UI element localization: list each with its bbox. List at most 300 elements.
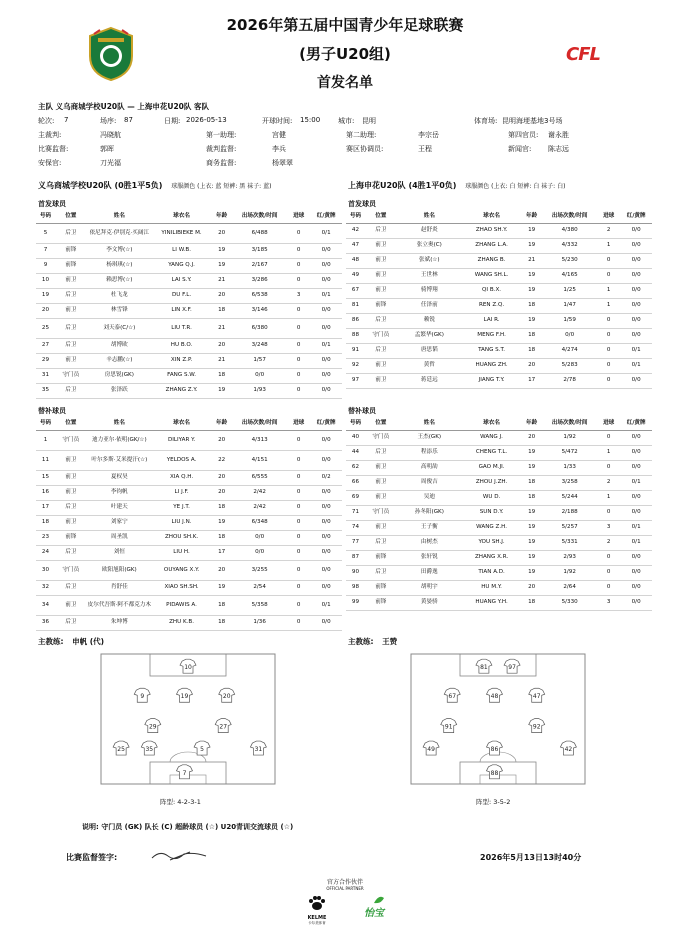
player-shirt	[134, 688, 150, 702]
cell-cards: 0/0	[620, 238, 652, 253]
cell-cards: 0/0	[310, 273, 342, 288]
shirt-number: 19	[180, 693, 189, 701]
cell-position: 前卫	[365, 460, 397, 475]
cell-age: 19	[211, 515, 232, 530]
leaf-icon	[373, 896, 385, 904]
cell-age: 20	[521, 580, 542, 595]
round-value: 7	[64, 116, 69, 124]
table-header-row	[36, 418, 342, 430]
cell-apps: 4/332	[542, 238, 597, 253]
cfa-crest-icon	[86, 26, 136, 82]
shirt-number: 91	[444, 723, 453, 731]
cell-age: 19	[521, 505, 542, 520]
cell-goals: 0	[287, 258, 310, 273]
cell-shirt-name: GAO M.JI.	[462, 460, 521, 475]
column-header-cards: 红/黄牌	[310, 211, 342, 223]
city-value: 昆明	[362, 117, 376, 125]
security-label: 安保官:	[38, 159, 62, 167]
column-header-name: 姓名	[87, 211, 152, 223]
cell-shirt-name: TIAN A.D.	[462, 565, 521, 580]
cell-apps: 1/47	[542, 298, 597, 313]
cell-name: 胡博欧	[87, 338, 152, 353]
cell-number: 11	[36, 450, 55, 470]
player-shirt	[176, 765, 192, 779]
cell-cards: 0/1	[620, 535, 652, 550]
cell-shirt-name: ZHOU J.ZH.	[462, 475, 521, 490]
cell-name: 唐思韬	[397, 343, 462, 358]
meta-row-4	[38, 158, 658, 170]
cell-age: 20	[521, 358, 542, 373]
column-header-shirt-name: 球衣名	[152, 211, 211, 223]
cell-age: 20	[211, 288, 232, 303]
cell-name: 王世林	[397, 268, 462, 283]
cell-shirt-name: ZHANG X.R.	[462, 550, 521, 565]
cell-number: 35	[36, 383, 55, 398]
cell-number: 71	[346, 505, 365, 520]
ar2-value: 李宗岳	[418, 131, 439, 139]
cell-shirt-name: CHENG T.L.	[462, 445, 521, 460]
signature-datetime: 2026年5月13日13时40分	[480, 853, 582, 862]
cell-apps: 1/92	[542, 565, 597, 580]
cell-number: 29	[36, 353, 55, 368]
cell-age: 18	[211, 500, 232, 515]
cell-apps: 0/0	[232, 530, 287, 545]
player-shirt	[504, 659, 520, 673]
cell-shirt-name: PIDAWIS A.	[152, 595, 211, 615]
shirt-number: 42	[564, 746, 573, 754]
table-row	[346, 475, 652, 490]
cell-goals: 0	[597, 343, 620, 358]
cell-name: 程添乐	[397, 445, 462, 460]
cell-number: 5	[36, 223, 55, 243]
cell-age: 19	[521, 223, 542, 238]
pitch-top-box	[460, 654, 536, 676]
cell-goals: 0	[597, 358, 620, 373]
cell-name: 黄哲	[397, 358, 462, 373]
column-header-number: 号码	[346, 211, 365, 223]
cell-number: 30	[36, 560, 55, 580]
cell-age: 18	[521, 328, 542, 343]
cell-number: 32	[36, 580, 55, 595]
table-row	[36, 470, 342, 485]
cell-position: 守门员	[55, 430, 87, 450]
cell-shirt-name: HUANG ZH.	[462, 358, 521, 373]
cell-shirt-name: ZHANG B.	[462, 253, 521, 268]
shirt-number: 31	[254, 746, 263, 754]
cell-age: 19	[521, 313, 542, 328]
cell-name: 张轩锐	[397, 550, 462, 565]
cell-cards: 0/0	[310, 258, 342, 273]
cell-position: 后卫	[55, 318, 87, 338]
table-row	[346, 268, 652, 283]
column-header-number: 号码	[36, 418, 55, 430]
away-subs-table	[346, 418, 652, 611]
cell-name: 李文博(☆)	[87, 243, 152, 258]
column-header-apps: 出场次数/时间	[542, 418, 597, 430]
cell-apps: 0/0	[232, 545, 287, 560]
away-formation: 阵型: 3-5-2	[476, 798, 511, 806]
match-supervisor-value: 郭晖	[100, 145, 114, 153]
cell-apps: 2/42	[232, 500, 287, 515]
cell-cards: 0/0	[310, 430, 342, 450]
kickoff-value: 15:00	[300, 116, 321, 124]
table-row	[346, 535, 652, 550]
cell-cards: 0/0	[620, 445, 652, 460]
press-value: 陈志远	[548, 145, 569, 153]
column-header-goals: 进球	[597, 211, 620, 223]
home-coach-name: 申帆 (代)	[72, 637, 105, 646]
partner-title-en: OFFICIAL PARTNER	[326, 886, 364, 891]
cell-goals: 0	[597, 328, 620, 343]
column-header-name: 姓名	[397, 211, 462, 223]
shirt-number: 29	[148, 723, 157, 731]
cell-position: 后卫	[365, 223, 397, 238]
cell-number: 19	[36, 288, 55, 303]
press-label: 新闻官:	[508, 145, 532, 153]
cell-goals: 1	[597, 283, 620, 298]
partner-title-cn: 官方合作伙伴	[326, 879, 363, 886]
cell-shirt-name: HU B.O.	[152, 338, 211, 353]
table-row	[36, 545, 342, 560]
home-formation: 阵型: 4-2-3-1	[160, 798, 201, 806]
table-row	[36, 515, 342, 530]
cell-goals: 1	[597, 238, 620, 253]
shirt-number: 25	[117, 746, 125, 754]
table-row	[36, 485, 342, 500]
table-row	[346, 358, 652, 373]
table-row	[346, 460, 652, 475]
legend-note: 说明: 守门员 (GK) 队长 (C) 超龄球员 (☆) U20青训交流球员 (☆)	[82, 823, 294, 831]
cell-shirt-name: YINILIBIEKE M.	[152, 223, 211, 243]
cell-cards: 0/1	[620, 343, 652, 358]
player-shirt	[444, 688, 460, 702]
player-shirt	[423, 741, 439, 755]
cell-cards: 0/0	[310, 383, 342, 398]
partner-title	[295, 877, 395, 891]
column-header-shirt-name: 球衣名	[152, 418, 211, 430]
cell-cards: 0/0	[620, 268, 652, 283]
table-header-row	[346, 211, 652, 223]
cell-apps: 6/380	[232, 318, 287, 338]
cell-apps: 4/380	[542, 223, 597, 238]
player-shirt	[486, 688, 502, 702]
ar1-label: 第一助理:	[206, 131, 237, 139]
away-subs-label: 替补球员	[348, 407, 376, 415]
cell-cards: 0/0	[620, 505, 652, 520]
cell-shirt-name: ZHOU SH.K.	[152, 530, 211, 545]
cell-number: 24	[36, 545, 55, 560]
cell-cards: 0/0	[310, 450, 342, 470]
cell-position: 前卫	[365, 358, 397, 373]
cell-cards: 0/1	[620, 358, 652, 373]
shirt-number: 10	[184, 664, 192, 672]
meta-row-3	[38, 144, 658, 156]
player-shirt	[141, 741, 157, 755]
cell-age: 19	[521, 238, 542, 253]
kelme-sub-text: 卡尔美体育	[308, 921, 326, 925]
cell-apps: 5/330	[542, 595, 597, 610]
cell-apps: 1/59	[542, 313, 597, 328]
cell-shirt-name: ZHANG Z.Y.	[152, 383, 211, 398]
shirt-number: 97	[508, 664, 516, 672]
shirt-number: 88	[490, 769, 499, 777]
table-row	[36, 243, 342, 258]
cell-position: 前锋	[55, 243, 87, 258]
table-row	[36, 353, 342, 368]
cell-age: 18	[211, 595, 232, 615]
cell-number: 42	[346, 223, 365, 238]
ref-supervisor-label: 裁判监督:	[206, 145, 237, 153]
cell-number: 77	[346, 535, 365, 550]
cell-apps: 4/165	[542, 268, 597, 283]
cell-position: 守门员	[55, 560, 87, 580]
cell-age: 19	[211, 383, 232, 398]
pitch-outline	[411, 654, 585, 784]
round-label: 轮次:	[38, 117, 55, 125]
column-header-cards: 红/黄牌	[310, 418, 342, 430]
cell-number: 10	[36, 273, 55, 288]
cell-apps: 3/146	[232, 303, 287, 318]
cell-goals: 0	[597, 550, 620, 565]
cell-shirt-name: YE J.T.	[152, 500, 211, 515]
cell-goals: 0	[597, 505, 620, 520]
table-row	[36, 500, 342, 515]
cell-apps: 6/348	[232, 515, 287, 530]
away-team-record: (4胜1平0负)	[408, 181, 457, 190]
column-header-position: 位置	[365, 211, 397, 223]
table-row	[346, 580, 652, 595]
cell-cards: 0/0	[310, 485, 342, 500]
cell-age: 18	[211, 303, 232, 318]
table-row	[346, 505, 652, 520]
signature-image	[150, 846, 210, 864]
table-row	[346, 565, 652, 580]
column-header-apps: 出场次数/时间	[542, 211, 597, 223]
cell-position: 前卫	[365, 283, 397, 298]
table-row	[36, 273, 342, 288]
column-header-number: 号码	[36, 211, 55, 223]
cell-cards: 0/0	[620, 253, 652, 268]
cell-name: 周俊吉	[397, 475, 462, 490]
home-pitch-diagram	[100, 653, 276, 785]
cell-cards: 0/1	[620, 520, 652, 535]
cell-age: 19	[521, 268, 542, 283]
cell-position: 前卫	[365, 268, 397, 283]
cell-position: 后卫	[55, 580, 87, 595]
cell-shirt-name: ZHU K.B.	[152, 615, 211, 630]
cell-apps: 5/283	[542, 358, 597, 373]
cell-shirt-name: XIN Z.P.	[152, 353, 211, 368]
column-header-shirt-name: 球衣名	[462, 211, 521, 223]
cell-number: 1	[36, 430, 55, 450]
meta-row-2	[38, 130, 658, 142]
cell-apps: 5/244	[542, 490, 597, 505]
cell-cards: 0/0	[310, 515, 342, 530]
coordinator-label: 赛区协调员:	[346, 145, 384, 153]
cell-cards: 0/1	[620, 475, 652, 490]
player-shirt	[486, 765, 502, 779]
cell-shirt-name: LAI R.	[462, 313, 521, 328]
cell-age: 18	[211, 530, 232, 545]
cell-cards: 0/0	[310, 615, 342, 630]
cell-shirt-name: WANG Z.H.	[462, 520, 521, 535]
table-row	[346, 445, 652, 460]
cell-goals: 0	[287, 430, 310, 450]
column-header-age: 年龄	[521, 418, 542, 430]
cell-goals: 2	[597, 223, 620, 238]
cell-position: 前锋	[365, 550, 397, 565]
shirt-number: 47	[532, 693, 541, 701]
cell-cards: 0/0	[620, 430, 652, 445]
fourth-value: 谢永胜	[548, 131, 569, 139]
referee-value: 冯晓航	[100, 131, 121, 139]
cell-cards: 0/0	[620, 490, 652, 505]
cell-cards: 0/0	[620, 550, 652, 565]
table-row	[346, 520, 652, 535]
cell-name: 赖思博(☆)	[87, 273, 152, 288]
cell-number: 69	[346, 490, 365, 505]
cell-number: 44	[346, 445, 365, 460]
cell-shirt-name: MENG F.H.	[462, 328, 521, 343]
cell-position: 前卫	[55, 470, 87, 485]
cell-cards: 0/1	[310, 288, 342, 303]
player-shirt	[215, 719, 231, 733]
cell-goals: 1	[597, 490, 620, 505]
match-no-label: 场序:	[100, 117, 117, 125]
cell-number: 87	[346, 550, 365, 565]
cell-goals: 0	[597, 268, 620, 283]
cell-apps: 3/248	[232, 338, 287, 353]
cell-number: 92	[346, 358, 365, 373]
cell-age: 19	[211, 580, 232, 595]
match-no-value: 87	[124, 116, 133, 124]
city-label: 城市:	[338, 117, 355, 125]
cell-age: 20	[211, 560, 232, 580]
cell-apps: 6/538	[232, 288, 287, 303]
cell-apps: 5/230	[542, 253, 597, 268]
cell-name: 依尼拜克·伊别克·买阔江	[87, 223, 152, 243]
table-row	[36, 383, 342, 398]
date-label: 日期:	[164, 117, 181, 125]
table-row	[346, 430, 652, 445]
cell-number: 91	[346, 343, 365, 358]
cell-position: 前卫	[55, 273, 87, 288]
cfl-logo	[566, 44, 628, 66]
cell-goals: 0	[287, 470, 310, 485]
cell-apps: 1/92	[542, 430, 597, 445]
home-coach-label: 主教练:	[38, 637, 64, 646]
cell-position: 守门员	[365, 505, 397, 520]
cell-goals: 0	[287, 580, 310, 595]
cell-shirt-name: LAI S.Y.	[152, 273, 211, 288]
cell-age: 18	[521, 595, 542, 610]
cell-apps: 3/185	[232, 243, 287, 258]
cell-goals: 1	[597, 298, 620, 313]
cell-position: 后卫	[55, 338, 87, 353]
cell-shirt-name: OUYANG X.Y.	[152, 560, 211, 580]
away-starters-table	[346, 211, 652, 389]
cell-name: 田爵逸	[397, 565, 462, 580]
table-row	[36, 288, 342, 303]
column-header-age: 年龄	[211, 211, 232, 223]
cell-goals: 0	[287, 485, 310, 500]
venue-label: 体育场:	[474, 117, 498, 125]
cell-shirt-name: FANG S.W.	[152, 368, 211, 383]
shirt-number: 81	[480, 664, 488, 672]
cell-name: 赖锐	[397, 313, 462, 328]
player-shirt	[113, 741, 129, 755]
cell-goals: 0	[287, 450, 310, 470]
cell-goals: 1	[597, 445, 620, 460]
cell-position: 前锋	[365, 298, 397, 313]
cell-number: 25	[36, 318, 55, 338]
shirt-number: 20	[222, 693, 231, 701]
cell-number: 31	[36, 368, 55, 383]
column-header-position: 位置	[55, 211, 87, 223]
cell-apps: 2/93	[542, 550, 597, 565]
cell-position: 守门员	[365, 328, 397, 343]
cell-apps: 0/0	[542, 328, 597, 343]
cell-shirt-name: XIAO SH.SH.	[152, 580, 211, 595]
cell-goals: 3	[597, 595, 620, 610]
table-row	[36, 560, 342, 580]
cell-name: 肖舒佳	[87, 580, 152, 595]
cell-age: 21	[211, 353, 232, 368]
column-header-goals: 进球	[287, 418, 310, 430]
cell-apps: 1/93	[232, 383, 287, 398]
cell-cards: 0/0	[620, 460, 652, 475]
table-row	[346, 550, 652, 565]
cell-age: 19	[521, 520, 542, 535]
shirt-number: 9	[140, 693, 145, 701]
cell-number: 40	[346, 430, 365, 445]
ar2-label: 第二助理:	[346, 131, 377, 139]
cell-name: 欧阳旭阳(GK)	[87, 560, 152, 580]
cell-shirt-name: LIU H.	[152, 545, 211, 560]
cell-goals: 0	[597, 430, 620, 445]
cell-position: 前卫	[365, 475, 397, 490]
cell-name: 杨琪琪(☆)	[87, 258, 152, 273]
meta-row-1	[38, 116, 658, 128]
cell-name: 皮尔代吾斯·阿不都克力木	[87, 595, 152, 615]
teams-line: 主队 义乌商城学校U20队 — 上海申花U20队 客队	[38, 102, 209, 111]
cell-number: 17	[36, 500, 55, 515]
cell-number: 81	[346, 298, 365, 313]
column-header-cards: 红/黄牌	[620, 211, 652, 223]
cell-position: 前锋	[55, 258, 87, 273]
cell-apps: 2/78	[542, 373, 597, 388]
cell-age: 20	[211, 470, 232, 485]
table-row	[36, 223, 342, 243]
cell-age: 21	[521, 253, 542, 268]
cell-goals: 0	[597, 565, 620, 580]
cell-name: 蒋廷远	[397, 373, 462, 388]
cell-age: 19	[521, 283, 542, 298]
cell-position: 后卫	[365, 535, 397, 550]
cell-apps: 3/255	[232, 560, 287, 580]
table-row	[346, 595, 652, 610]
cell-apps: 6/555	[232, 470, 287, 485]
home-team-record: (0胜1平5负)	[114, 181, 163, 190]
column-header-age: 年龄	[521, 211, 542, 223]
cell-cards: 0/1	[310, 595, 342, 615]
cell-position: 前卫	[55, 485, 87, 500]
cell-position: 后卫	[55, 500, 87, 515]
cell-name: 骑博翔	[397, 283, 462, 298]
cell-name: 王杰(GK)	[397, 430, 462, 445]
table-row	[36, 318, 342, 338]
cell-shirt-name: HUANG Y.H.	[462, 595, 521, 610]
